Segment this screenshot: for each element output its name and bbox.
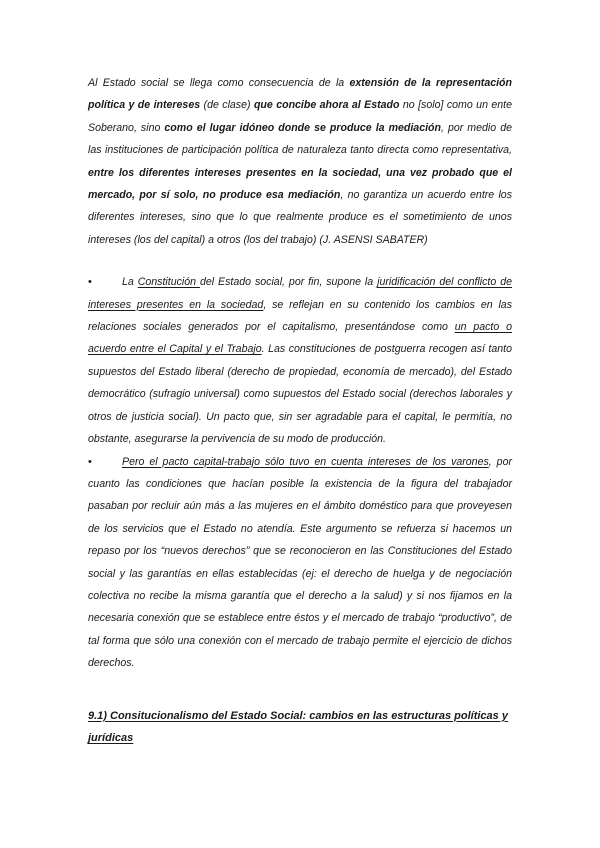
bold-run: entre los diferentes intereses presentes en la sociedad, una vez probado que el mercado, por sí solo, no produce esa mediación — [88, 166, 512, 202]
underlined-run: juridificación del conflicto de intereses presentes en la sociedad — [88, 276, 512, 311]
bold-run: como el lugar idóneo donde se produce la mediación — [164, 121, 441, 134]
text-run: , por medio de las instituciones de participación política de naturaleza tanto directa como representativa, — [88, 121, 512, 157]
text-run: no [solo] como un ente Soberano, sino — [88, 99, 512, 134]
underlined-run: Pero el pacto capital-trabajo sólo tuvo en cuenta intereses de los varones — [122, 455, 489, 468]
text-run: , por cuanto las condiciones que hacían posible la existencia de la figura del trabajador pasaban por recluir aún más a las mujeres en el ámbito doméstico para que proveyesen de los servicios que el Estado no atendía. Este argumento se refuerza si hacemos un repaso por los “nuevos derechos” que se reconocieron en las Constituciones del Estado social y las garantías en ellas establecidas (ej: el derecho de huelga y de negociación colectiva no recibe la misma garantía que el derecho a la salud) y si nos fijamos en la necesaria conexión que se establece entre éstos y el mercado de trabajo “productivo”, de tal forma que sólo una conexión con el mercado de trabajo permite el ejercicio de dichos derechos. — [88, 455, 512, 670]
text-run: . Las constituciones de postguerra recogen así tanto supuestos del Estado liberal (derecho de propiedad, economía de mercado), del Estado democrático (sufragio universal) como supuestos del Estado social (derechos laborales y otros de justicia social). Un pacto que, sin ser agradable para el capital, le permitía, no obstante, asegurarse la pervivencia de su modo de producción. — [88, 343, 512, 446]
bold-run: extensión de la representación política y de intereses — [88, 77, 513, 112]
bullet-paragraph-constitution — [88, 271, 512, 450]
bold-run: que concibe ahora al Estado — [253, 99, 400, 112]
bullet-icon: • — [88, 276, 92, 289]
bullet-paragraph-pact — [88, 451, 512, 675]
text-run: , no garantiza un acuerdo entre los diferentes intereses, sino que lo que realmente produce es el sometimiento de unos intereses (los del capital) a otros (los del trabajo) (J. ASENSI SABATER) — [88, 189, 512, 246]
intro-paragraph — [88, 72, 512, 251]
bullet-icon: • — [88, 455, 92, 468]
text-run: del Estado social, por fin, supone la — [199, 276, 378, 289]
text-run: , se reflejan en su contenido los cambios en las relaciones sociales generados por el capitalismo, presentándose como — [88, 298, 512, 334]
underlined-run: Constitución — [137, 276, 200, 289]
section-heading: 9.1) Consitucionalismo del Estado Social: cambios en las estructuras políticas y jurídicas — [88, 709, 508, 744]
text-run: La — [122, 276, 138, 289]
text-run: (de clase) — [200, 99, 254, 112]
underlined-run: un pacto o acuerdo entre el Capital y el Trabajo — [88, 321, 512, 356]
text-run: Al Estado social se llega como consecuencia de la — [88, 77, 350, 89]
